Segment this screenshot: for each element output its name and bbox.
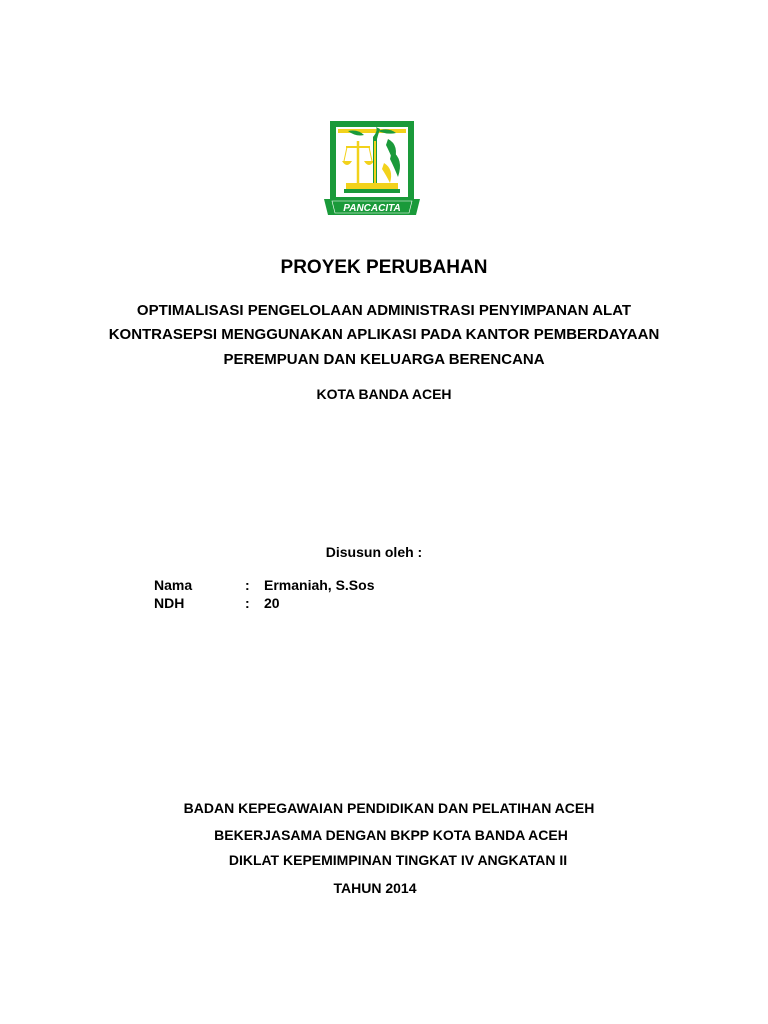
footer-line-1: BADAN KEPEGAWAIAN PENDIDIKAN DAN PELATIHAN ACEH — [183, 800, 595, 816]
footer-line-4: TAHUN 2014 — [333, 880, 417, 896]
subtitle-line-3: PEREMPUAN DAN KELUARGA BERENCANA — [223, 351, 545, 368]
row-separator: : — [245, 595, 250, 611]
city-label: KOTA BANDA ACEH — [316, 386, 452, 402]
subtitle-line-1: OPTIMALISASI PENGELOLAAN ADMINISTRASI PENYIMPANAN ALAT — [136, 302, 632, 319]
row-value: Ermaniah, S.Sos — [264, 577, 375, 593]
document-title: PROYEK PERUBAHAN — [280, 257, 488, 278]
author-row-name — [154, 577, 554, 595]
footer-line-2: BEKERJASAMA DENGAN BKPP KOTA BANDA ACEH — [214, 827, 568, 843]
row-value: 20 — [264, 595, 280, 611]
emblem-banner-text: PANCACITA — [343, 203, 401, 214]
row-separator: : — [245, 577, 250, 593]
author-heading: Disusun oleh : — [325, 544, 423, 560]
subtitle-line-2: KONTRASEPSI MENGGUNAKAN APLIKASI PADA KANTOR PEMBERDAYAAN — [108, 326, 660, 343]
author-row-ndh — [154, 595, 554, 613]
footer-line-3: DIKLAT KEPEMIMPINAN TINGKAT IV ANGKATAN II — [228, 852, 568, 868]
row-label: Nama — [154, 577, 193, 593]
pancacita-emblem-icon — [318, 117, 426, 217]
row-label: NDH — [154, 595, 185, 611]
